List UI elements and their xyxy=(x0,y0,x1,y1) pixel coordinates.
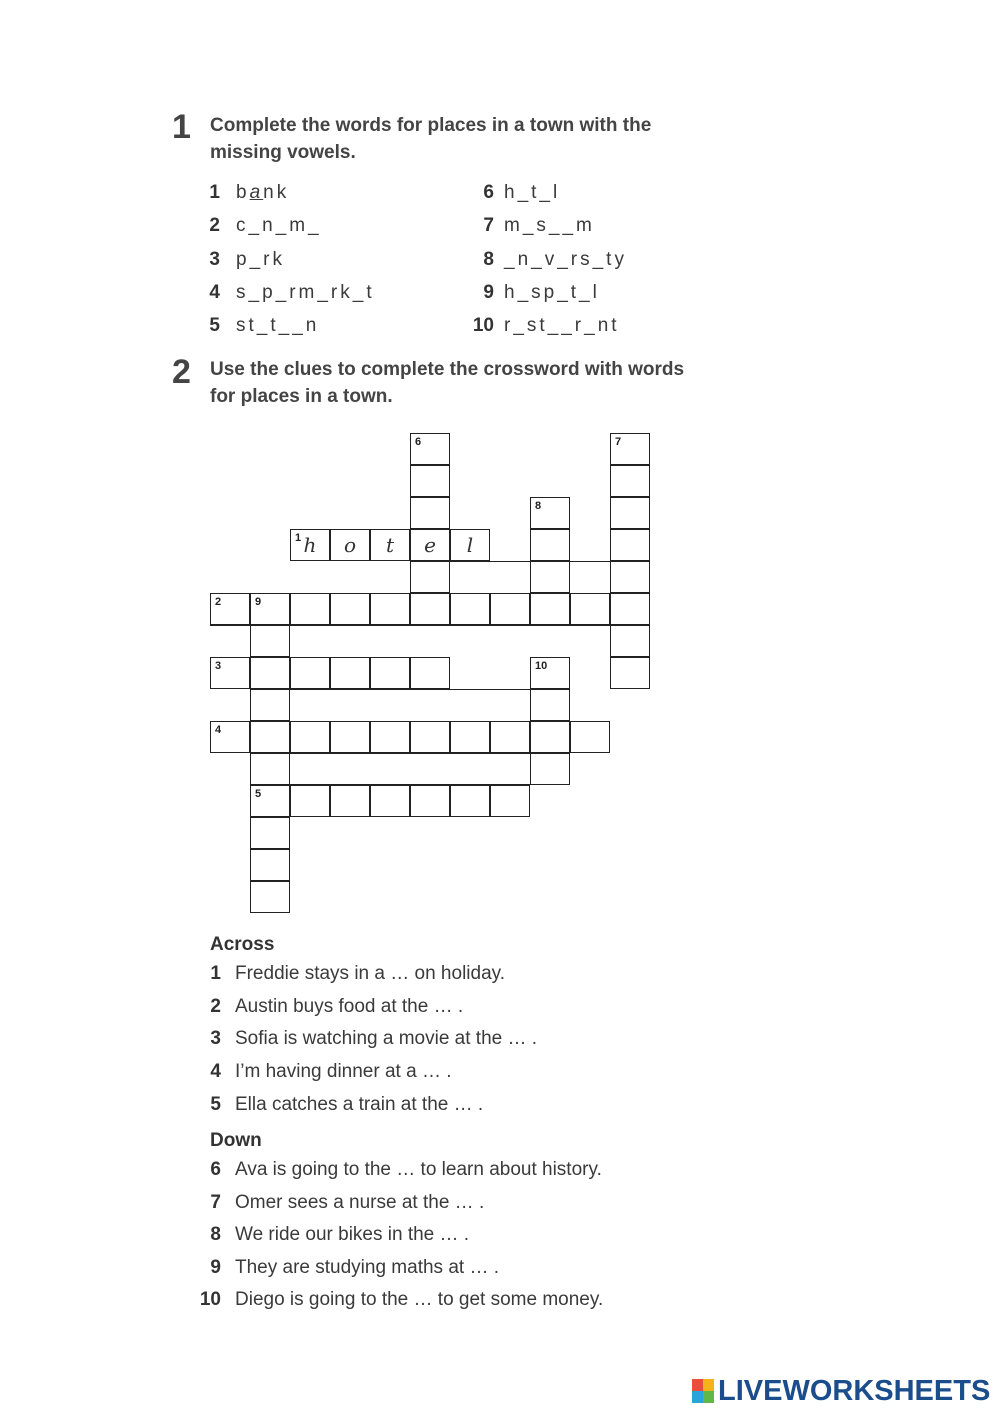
crossword-cell xyxy=(370,529,410,561)
word-puzzle: _n_v_rs_ty xyxy=(504,249,627,270)
clue-number: 5 xyxy=(255,788,262,800)
instruction-line: missing vowels. xyxy=(210,142,356,163)
clue-number: 3 xyxy=(215,660,222,672)
logo-square xyxy=(692,1391,703,1403)
crossword-cell[interactable] xyxy=(330,657,370,689)
word-part: nk xyxy=(263,182,290,203)
item-number: 1 xyxy=(209,182,220,203)
clue-number: 4 xyxy=(210,1061,221,1082)
clue-number: 7 xyxy=(615,436,622,448)
crossword-cell[interactable] xyxy=(450,721,490,753)
crossword-cell[interactable] xyxy=(250,689,290,721)
item-number: 3 xyxy=(209,249,220,270)
crossword-cell[interactable] xyxy=(610,625,650,657)
crossword-cell[interactable] xyxy=(410,433,450,465)
crossword-cell[interactable] xyxy=(330,593,370,625)
clue-text: Ella catches a train at the … . xyxy=(235,1094,484,1115)
example-letter: e xyxy=(424,533,436,557)
crossword-cell xyxy=(330,529,370,561)
clue-number: 8 xyxy=(210,1224,221,1245)
word-puzzle: c_n_m_ xyxy=(236,215,322,236)
clue-text: Ava is going to the … to learn about history. xyxy=(235,1159,602,1180)
clue-text: I’m having dinner at a … . xyxy=(235,1061,452,1082)
logo-text: LIVEWORKSHEETS xyxy=(718,1374,991,1407)
word-puzzle: s_p_rm_rk_t xyxy=(236,282,375,303)
crossword-cell[interactable] xyxy=(570,593,610,625)
down-heading: Down xyxy=(210,1130,262,1151)
crossword-cell[interactable] xyxy=(370,785,410,817)
crossword-cell[interactable] xyxy=(410,465,450,497)
crossword-cell xyxy=(290,529,330,561)
word-part: b xyxy=(236,182,250,203)
clue-number: 6 xyxy=(415,436,422,448)
clue-text: Diego is going to the … to get some money. xyxy=(235,1289,604,1310)
clue-text: Omer sees a nurse at the … . xyxy=(235,1192,485,1213)
crossword-cell[interactable] xyxy=(450,593,490,625)
crossword-cell[interactable] xyxy=(290,721,330,753)
clue-number: 4 xyxy=(215,724,222,736)
crossword-cell[interactable] xyxy=(530,689,570,721)
example-letter: o xyxy=(343,533,357,557)
crossword-cell[interactable] xyxy=(610,433,650,465)
crossword-cell[interactable] xyxy=(450,785,490,817)
crossword-cell[interactable] xyxy=(610,497,650,529)
crossword-cell[interactable] xyxy=(530,721,570,753)
item-number: 4 xyxy=(209,282,220,303)
clue-number: 9 xyxy=(210,1257,221,1278)
crossword-cell[interactable] xyxy=(330,721,370,753)
crossword-cell[interactable] xyxy=(250,625,290,657)
crossword-cell[interactable] xyxy=(570,721,610,753)
word-puzzle: h_t_l xyxy=(504,182,561,203)
crossword-cell[interactable] xyxy=(290,785,330,817)
grid-line xyxy=(410,561,610,562)
grid-line xyxy=(290,753,530,785)
crossword-cell xyxy=(450,529,490,561)
crossword-cell[interactable] xyxy=(250,881,290,913)
clue-text: Sofia is watching a movie at the … . xyxy=(235,1028,538,1049)
word-puzzle: h_sp_t_l xyxy=(504,282,600,303)
clue-number: 1 xyxy=(210,963,221,984)
example-vowel: a xyxy=(249,182,264,203)
instruction-line: Use the clues to complete the crossword with words xyxy=(210,359,685,380)
crossword-cell[interactable] xyxy=(490,593,530,625)
clue-number: 2 xyxy=(210,996,221,1017)
crossword-cell[interactable] xyxy=(250,785,290,817)
word-puzzle: st_t__n xyxy=(236,315,320,336)
across-heading: Across xyxy=(210,934,275,955)
crossword-cell[interactable] xyxy=(290,657,330,689)
example-word xyxy=(236,182,289,204)
crossword-cell[interactable] xyxy=(250,593,290,625)
crossword-cell[interactable] xyxy=(530,529,570,561)
clue-number: 10 xyxy=(199,1289,221,1310)
clue-number: 10 xyxy=(535,660,548,672)
crossword-cell[interactable] xyxy=(250,849,290,881)
crossword-cell xyxy=(410,529,450,561)
clue-number: 8 xyxy=(535,500,542,512)
instruction-line: Complete the words for places in a town with the xyxy=(210,115,652,136)
crossword-cell[interactable] xyxy=(410,561,450,593)
grid-line xyxy=(250,689,530,690)
clue-number: 5 xyxy=(210,1094,221,1115)
example-letter: l xyxy=(466,533,474,557)
crossword-cell[interactable] xyxy=(370,721,410,753)
crossword-cell[interactable] xyxy=(210,593,250,625)
crossword-cell[interactable] xyxy=(250,657,290,689)
item-number: 9 xyxy=(483,282,494,303)
crossword-cell[interactable] xyxy=(410,497,450,529)
crossword-cell[interactable] xyxy=(410,657,450,689)
logo-square xyxy=(703,1379,714,1391)
crossword-cell[interactable] xyxy=(410,721,450,753)
liveworksheets-logo[interactable] xyxy=(692,1376,990,1406)
crossword-cell[interactable] xyxy=(610,561,650,593)
clue-number: 3 xyxy=(210,1028,221,1049)
word-puzzle: r_st__r_nt xyxy=(504,315,620,336)
crossword-cell[interactable] xyxy=(530,657,570,689)
item-number: 10 xyxy=(472,315,494,336)
example-letter: h xyxy=(303,533,317,557)
clue-number: 1 xyxy=(295,532,302,544)
grid-line xyxy=(210,625,610,626)
crossword-cell[interactable] xyxy=(610,529,650,561)
crossword-cell[interactable] xyxy=(250,753,290,785)
instruction-line: for places in a town. xyxy=(210,386,393,407)
item-number: 6 xyxy=(483,182,494,203)
crossword-cell[interactable] xyxy=(530,561,570,593)
logo-square xyxy=(703,1391,714,1403)
crossword-cell[interactable] xyxy=(370,657,410,689)
logo-square xyxy=(692,1379,703,1391)
item-number: 7 xyxy=(483,215,494,236)
item-number: 5 xyxy=(209,315,220,336)
clue-number: 6 xyxy=(210,1159,221,1180)
crossword-cell[interactable] xyxy=(250,721,290,753)
crossword-cell[interactable] xyxy=(410,593,450,625)
clue-text: They are studying maths at … . xyxy=(235,1257,500,1278)
clue-number: 7 xyxy=(210,1192,221,1213)
clue-text: We ride our bikes in the … . xyxy=(235,1224,470,1245)
crossword-cell[interactable] xyxy=(530,497,570,529)
exercise-1-instruction xyxy=(210,112,651,166)
crossword-cell[interactable] xyxy=(290,593,330,625)
logo-icon xyxy=(692,1379,714,1403)
crossword-cell[interactable] xyxy=(330,785,370,817)
crossword-cell[interactable] xyxy=(610,657,650,689)
crossword-cell[interactable] xyxy=(530,593,570,625)
crossword-cell[interactable] xyxy=(610,593,650,625)
crossword-cell[interactable] xyxy=(490,721,530,753)
clue-text: Austin buys food at the … . xyxy=(235,996,464,1017)
clue-number: 2 xyxy=(215,596,222,608)
crossword-cell[interactable] xyxy=(370,593,410,625)
word-puzzle: m_s__m xyxy=(504,215,595,236)
item-number: 8 xyxy=(483,249,494,270)
crossword-cell[interactable] xyxy=(530,753,570,785)
word-puzzle: p_rk xyxy=(236,249,285,270)
exercise-1-number: 1 xyxy=(172,108,191,146)
crossword-cell[interactable] xyxy=(490,785,530,817)
example-letter: t xyxy=(385,533,395,557)
crossword-cell[interactable] xyxy=(210,721,250,753)
clue-text: Freddie stays in a … on holiday. xyxy=(235,963,506,984)
crossword-cell[interactable] xyxy=(210,657,250,689)
exercise-2-instruction xyxy=(210,356,684,410)
crossword-cell[interactable] xyxy=(250,817,290,849)
item-number: 2 xyxy=(209,215,220,236)
clue-number: 9 xyxy=(255,596,262,608)
exercise-2-number: 2 xyxy=(172,353,191,391)
crossword-cell[interactable] xyxy=(410,785,450,817)
crossword-cell[interactable] xyxy=(610,465,650,497)
